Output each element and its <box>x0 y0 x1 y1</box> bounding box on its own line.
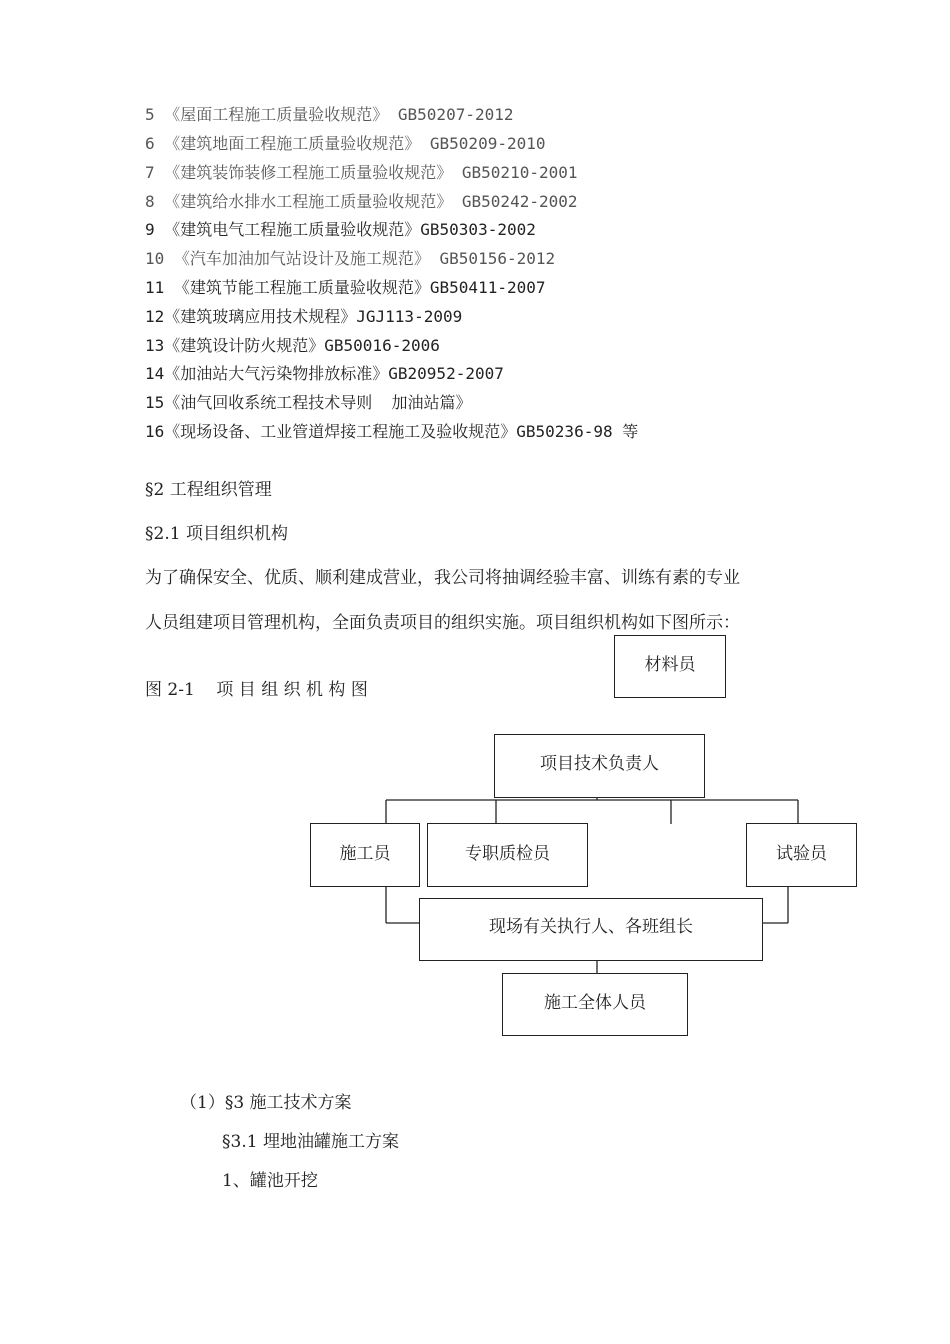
reference-item: 15《油气回收系统工程技术导则 加油站篇》 <box>145 393 472 412</box>
reference-item: 12《建筑玻璃应用技术规程》JGJ113-2009 <box>145 307 463 326</box>
section-heading: §2 工程组织管理 <box>145 480 272 500</box>
reference-item: 11 《建筑节能工程施工质量验收规范》GB50411-2007 <box>145 278 546 297</box>
org-node-all-staff: 施工全体人员 <box>502 973 688 1036</box>
subsection-heading: §2.1 项目组织机构 <box>145 524 288 544</box>
reference-item: 7 《建筑装饰装修工程施工质量验收规范》 GB50210-2001 <box>145 163 578 182</box>
reference-item: 10 《汽车加油加气站设计及施工规范》 GB50156-2012 <box>145 249 556 268</box>
org-node-tester: 试验员 <box>746 823 857 887</box>
reference-item: 6 《建筑地面工程施工质量验收规范》 GB50209-2010 <box>145 134 546 153</box>
subsection-heading: §3.1 埋地油罐施工方案 <box>222 1132 399 1152</box>
org-node-tech-lead: 项目技术负责人 <box>494 734 705 798</box>
reference-item: 13《建筑设计防火规范》GB50016-2006 <box>145 336 440 355</box>
org-node-constructor: 施工员 <box>310 823 420 887</box>
org-node-quality-inspector: 专职质检员 <box>427 823 588 887</box>
section-heading: （1）§3 施工技术方案 <box>180 1093 352 1113</box>
list-item: 1、罐池开挖 <box>222 1171 318 1191</box>
paragraph-line: 为了确保安全、优质、顺利建成营业，我公司将抽调经验丰富、训练有素的专业 <box>145 568 740 588</box>
org-node-materials: 材料员 <box>614 635 726 698</box>
paragraph-line: 人员组建项目管理机构，全面负责项目的组织实施。项目组织机构如下图所示： <box>145 613 740 633</box>
figure-caption: 图 2-1 项 目 组 织 机 构 图 <box>145 680 368 700</box>
reference-item: 9 《建筑电气工程施工质量验收规范》GB50303-2002 <box>145 220 536 239</box>
reference-item: 14《加油站大气污染物排放标准》GB20952-2007 <box>145 364 504 383</box>
reference-item: 5 《屋面工程施工质量验收规范》 GB50207-2012 <box>145 105 514 124</box>
reference-item: 16《现场设备、工业管道焊接工程施工及验收规范》GB50236-98 等 <box>145 422 639 441</box>
org-node-field-leads: 现场有关执行人、各班组长 <box>419 898 763 961</box>
reference-item: 8 《建筑给水排水工程施工质量验收规范》 GB50242-2002 <box>145 192 578 211</box>
